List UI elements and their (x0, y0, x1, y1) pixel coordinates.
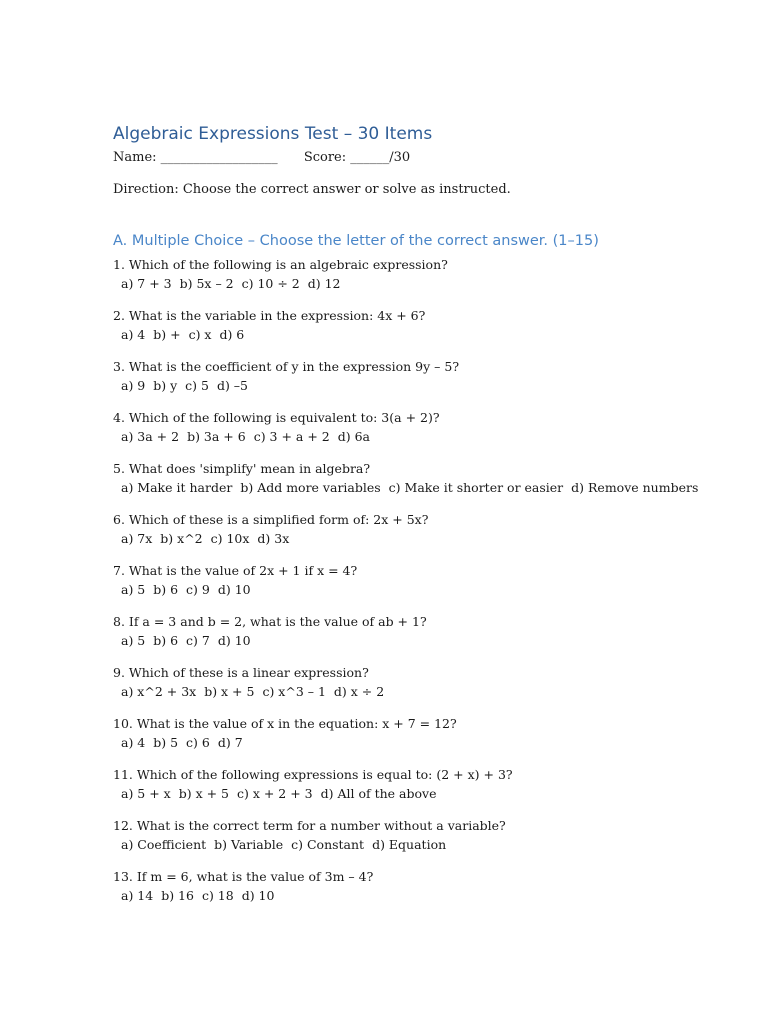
option-d: d) 10 (217, 632, 251, 648)
question-stem: 4. Which of the following is equivalent to: 3(a + 2)? (113, 410, 440, 425)
option-b: b) x^2 (160, 530, 203, 546)
question-item (113, 562, 723, 599)
option-d: d) 7 (217, 734, 243, 750)
option-c: c) x + 2 + 3 (236, 785, 313, 801)
option-c: c) x^3 – 1 (262, 683, 326, 699)
option-d: d) 12 (307, 275, 341, 291)
option-b: b) x + 5 (204, 683, 255, 699)
question-stem: 9. Which of these is a linear expression? (113, 665, 369, 680)
question-item (113, 409, 723, 446)
question-item (113, 307, 723, 344)
option-b: b) x + 5 (178, 785, 229, 801)
question-item (113, 613, 723, 650)
question-stem: 5. What does 'simplify' mean in algebra? (113, 461, 371, 476)
option-c: c) x (188, 326, 212, 342)
option-d: d) –5 (216, 377, 249, 393)
option-d: d) All of the above (320, 785, 437, 801)
question-stem: 13. If m = 6, what is the value of 3m – 4? (113, 869, 374, 884)
option-c: c) 3 + a + 2 (253, 428, 330, 444)
answer-options (113, 530, 723, 549)
option-b: b) 6 (153, 581, 179, 597)
option-a: a) 9 (121, 377, 146, 393)
option-a: a) 3a + 2 (121, 428, 180, 444)
option-c: c) 7 (186, 632, 210, 648)
question-stem: 2. What is the variable in the expression: 4x + 6? (113, 308, 426, 323)
name-field: Name: __________________ (113, 150, 278, 165)
answer-options (113, 275, 723, 294)
option-a: a) 7 + 3 (121, 275, 172, 291)
option-b: b) 5x – 2 (179, 275, 234, 291)
option-c: c) 9 (186, 581, 210, 597)
question-stem: 1. Which of the following is an algebraic expression? (113, 257, 448, 272)
section-a-heading: A. Multiple Choice – Choose the letter of the correct answer. (1–15) (113, 233, 599, 249)
answer-options (113, 479, 723, 498)
option-b: b) y (153, 377, 178, 393)
question-item (113, 868, 723, 905)
option-a: a) 5 (121, 581, 146, 597)
option-a: a) 4 (121, 734, 146, 750)
question-stem: 7. What is the value of 2x + 1 if x = 4? (113, 563, 358, 578)
option-b: b) 16 (161, 887, 194, 903)
option-c: c) Constant (291, 836, 365, 852)
option-b: b) 6 (153, 632, 179, 648)
answer-options (113, 581, 723, 600)
option-b: b) Variable (214, 836, 284, 852)
option-d: d) Equation (372, 836, 447, 852)
question-item (113, 664, 723, 701)
answer-options (113, 887, 723, 906)
option-a: a) Make it harder (121, 479, 233, 495)
answer-options (113, 632, 723, 651)
option-a: a) 4 (121, 326, 146, 342)
test-title: Algebraic Expressions Test – 30 Items (113, 124, 433, 144)
question-item (113, 511, 723, 548)
option-c: c) 10x (210, 530, 250, 546)
question-stem: 6. Which of these is a simplified form of: 2x + 5x? (113, 512, 429, 527)
option-c: c) 10 ÷ 2 (241, 275, 300, 291)
name-score-line (113, 150, 410, 165)
option-d: d) 6a (337, 428, 371, 444)
answer-options (113, 377, 723, 396)
question-stem: 8. If a = 3 and b = 2, what is the value of ab + 1? (113, 614, 427, 629)
option-c: c) Make it shorter or easier (388, 479, 564, 495)
directions: Direction: Choose the correct answer or solve as instructed. (113, 182, 511, 197)
option-d: d) 10 (241, 887, 275, 903)
question-stem: 10. What is the value of x in the equation: x + 7 = 12? (113, 716, 457, 731)
option-a: a) 5 (121, 632, 146, 648)
question-list (113, 256, 723, 919)
option-d: d) Remove numbers (571, 479, 699, 495)
option-d: d) 10 (217, 581, 251, 597)
option-a: a) 14 (121, 887, 154, 903)
answer-options (113, 326, 723, 345)
option-c: c) 6 (186, 734, 210, 750)
option-c: c) 18 (201, 887, 234, 903)
option-b: b) + (153, 326, 181, 342)
answer-options (113, 683, 723, 702)
answer-options (113, 428, 723, 447)
option-b: b) 5 (153, 734, 179, 750)
question-item (113, 766, 723, 803)
question-item (113, 715, 723, 752)
option-d: d) 6 (219, 326, 245, 342)
option-b: b) Add more variables (240, 479, 381, 495)
question-stem: 3. What is the coefficient of y in the expression 9y – 5? (113, 359, 460, 374)
question-item (113, 256, 723, 293)
option-d: d) 3x (257, 530, 290, 546)
answer-options (113, 836, 723, 855)
question-stem: 12. What is the correct term for a number without a variable? (113, 818, 506, 833)
option-a: a) Coefficient (121, 836, 207, 852)
option-c: c) 5 (185, 377, 209, 393)
option-d: d) x ÷ 2 (333, 683, 385, 699)
option-a: a) 7x (121, 530, 153, 546)
question-item (113, 460, 723, 497)
answer-options (113, 785, 723, 804)
question-item (113, 358, 723, 395)
score-field: Score: ______/30 (303, 150, 411, 165)
question-item (113, 817, 723, 854)
option-a: a) x^2 + 3x (121, 683, 197, 699)
answer-options (113, 734, 723, 753)
question-stem: 11. Which of the following expressions is equal to: (2 + x) + 3? (113, 767, 513, 782)
option-b: b) 3a + 6 (187, 428, 246, 444)
option-a: a) 5 + x (121, 785, 171, 801)
